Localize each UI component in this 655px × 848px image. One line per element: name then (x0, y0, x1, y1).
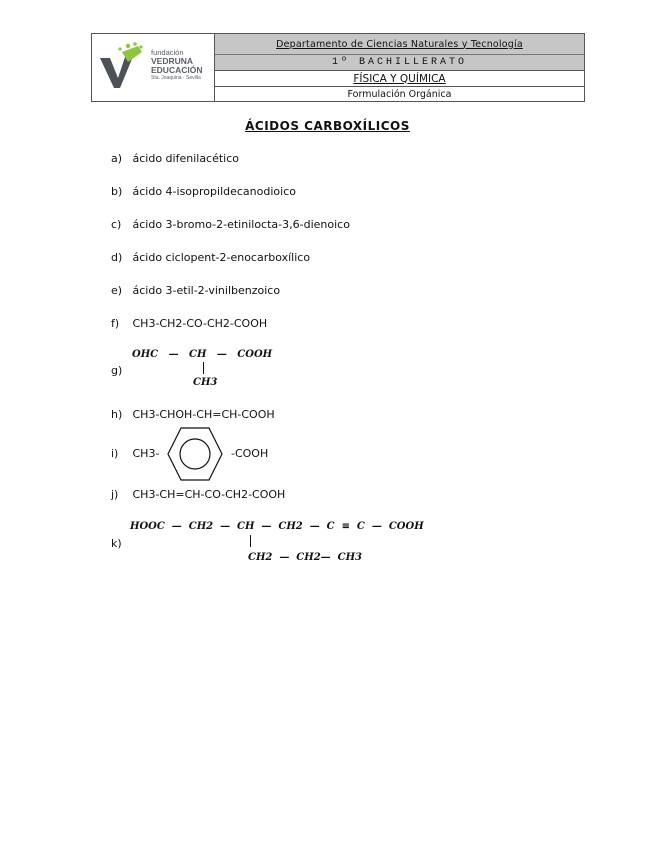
exercise-text: CH3-CHOH-CH=CH-COOH (132, 408, 275, 421)
logo-line-1: fundación (151, 48, 184, 57)
logo-cell (92, 34, 215, 101)
exercise-f (111, 317, 267, 330)
exercise-label: a) (111, 152, 123, 165)
formula-k-branch: CH2 — CH2— CH3 (248, 552, 362, 563)
document-header (91, 33, 585, 102)
formula-i-left: CH3- (132, 447, 160, 460)
exercise-text: ácido difenilacético (132, 152, 240, 165)
logo-line-3: EDUCACIÓN (151, 64, 203, 75)
exercise-d (111, 251, 310, 264)
formula-i-right: -COOH (231, 447, 269, 460)
exercise-j (111, 488, 285, 501)
exercise-label: j) (111, 488, 119, 501)
formula-k-main: HOOC — CH2 — CH — CH2 — C ≡ C — COOH (130, 521, 424, 532)
exercise-b (111, 185, 296, 198)
exercise-label: f) (111, 317, 120, 330)
exercise-text: CH3-CH=CH-CO-CH2-COOH (132, 488, 286, 501)
exercise-label: b) (111, 185, 123, 198)
exercise-label: d) (111, 251, 123, 264)
page-title: ÁCIDOS CARBOXÍLICOS (245, 119, 410, 133)
topic-name: Formulación Orgánica (347, 88, 452, 100)
logo-line-2: VEDRUNA (151, 55, 194, 66)
exercise-label: g) (111, 364, 123, 377)
formula-k-bond (250, 535, 251, 547)
exercise-g (111, 364, 129, 377)
exercise-label: e) (111, 284, 123, 297)
exercise-c (111, 218, 350, 231)
header-info (215, 34, 584, 101)
logo-line-4: Sta. Joaquina · Sevilla (151, 74, 201, 81)
exercise-i (111, 447, 159, 460)
exercise-e (111, 284, 280, 297)
vedruna-logo-icon (98, 42, 150, 92)
formula-g-bond (203, 362, 204, 374)
exercise-a (111, 152, 239, 165)
exercise-text: ácido 3-bromo-2-etinilocta-3,6-dienoico (132, 218, 350, 231)
logo-text (151, 49, 202, 81)
exercise-text: ácido 3-etil-2-vinilbenzoico (132, 284, 281, 297)
exercise-label: c) (111, 218, 122, 231)
exercise-label: i) (111, 447, 119, 460)
formula-g-branch: CH3 (193, 377, 218, 388)
exercise-text: CH3-CH2-CO-CH2-COOH (132, 317, 268, 330)
department-name: Departamento de Ciencias Naturales y Tecnología (215, 34, 584, 54)
benzene-ring-icon (167, 427, 223, 481)
exercise-text: ácido ciclopent-2-enocarboxílico (132, 251, 311, 264)
exercise-k (111, 537, 129, 550)
exercise-label: h) (111, 408, 123, 421)
formula-g-main: OHC — CH — COOH (132, 349, 273, 360)
course-name: 1º BACHILLERATO (215, 54, 584, 71)
subject-name: FÍSICA Y QUÍMICA (215, 71, 584, 87)
exercise-text: ácido 4-isopropildecanodioico (132, 185, 296, 198)
exercise-h (111, 408, 275, 421)
exercise-label: k) (111, 537, 122, 550)
formula-i-right-wrap (231, 447, 268, 460)
